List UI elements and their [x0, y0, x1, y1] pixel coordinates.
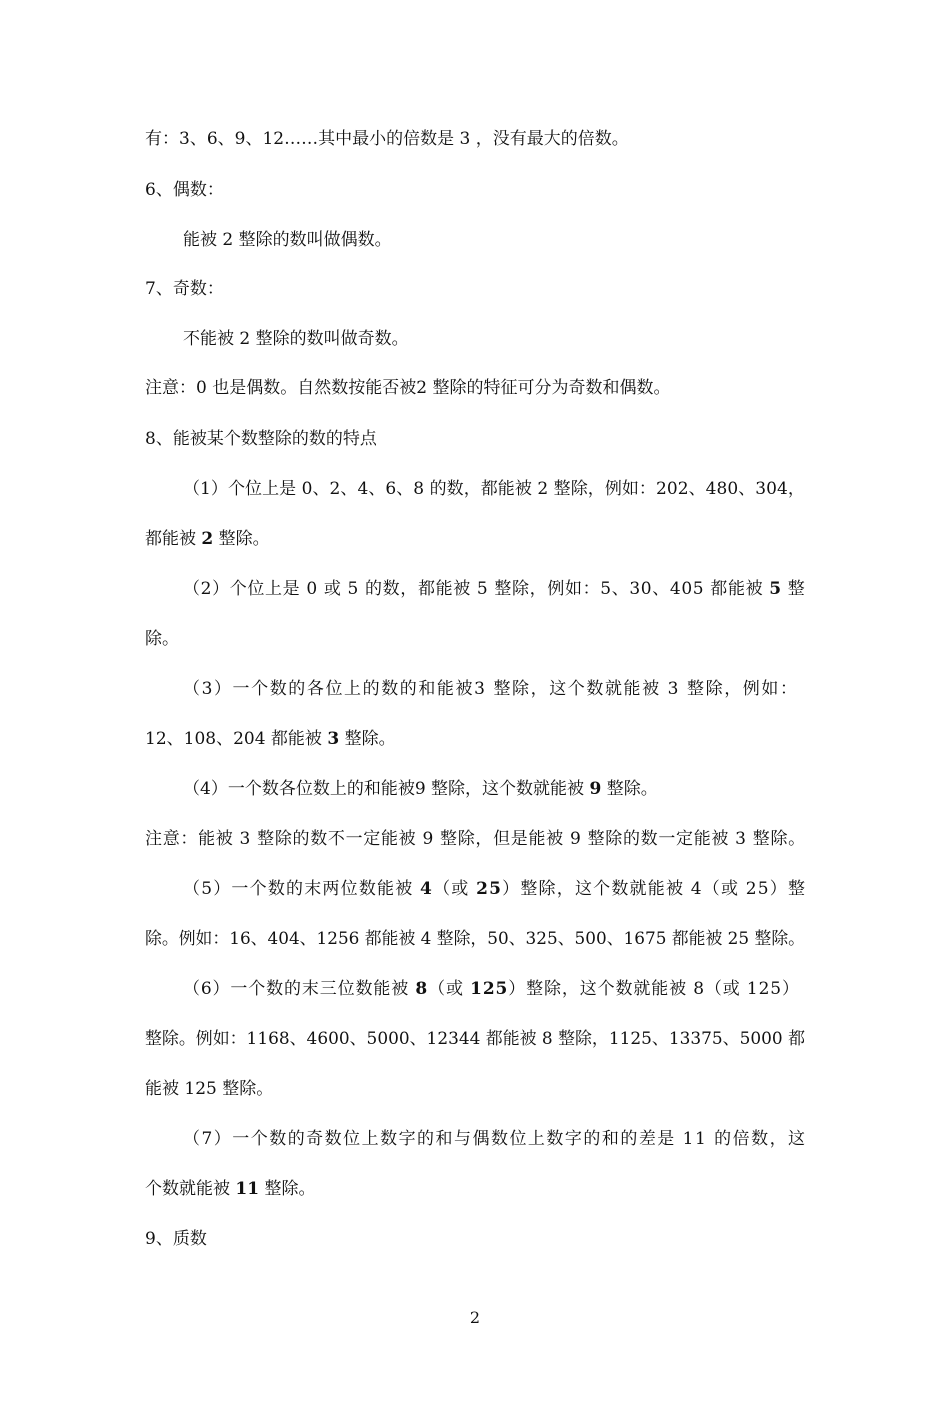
bold-number: 125 — [470, 979, 509, 999]
text-segment: 有：3、6、9、12……其中最小的倍数是 3 ，没有最大的倍数。 — [145, 129, 629, 149]
text-segment: 整除。 — [259, 1179, 316, 1199]
text-segment: 能被 125 整除。 — [145, 1079, 274, 1099]
text-line — [145, 1028, 808, 1050]
text-segment: 12、108、204 都能被 — [145, 729, 328, 749]
text-segment: 注意：能被 3 整除的数不一定能被 9 整除，但是能被 9 整除的数一定能被 3 整除。 — [145, 829, 806, 849]
line-content — [145, 529, 270, 549]
page-number: 2 — [469, 1308, 481, 1327]
text-line — [145, 179, 224, 201]
bold-number: 2 — [201, 529, 214, 549]
text-segment: （7）一个数的奇数位上数字的和与偶数位上数字的和的差是 11 的倍数，这 — [183, 1129, 807, 1149]
text-line — [145, 278, 224, 300]
text-segment: 整除。 — [601, 779, 658, 799]
text-line — [145, 1228, 207, 1250]
line-content — [145, 378, 670, 398]
line-content — [183, 1129, 807, 1149]
bold-number: 11 — [235, 1179, 260, 1199]
text-line — [183, 878, 806, 900]
text-segment: （2）个位上是 0 或 5 的数，都能被 5 整除，例如：5、30、405 都能被 — [183, 579, 770, 599]
text-line — [183, 778, 658, 800]
text-segment: 6、偶数： — [145, 180, 224, 200]
line-content — [183, 779, 658, 799]
text-segment: 能被 2 整除的数叫做偶数。 — [183, 230, 392, 250]
bold-number: 4 — [420, 879, 434, 899]
text-line — [183, 978, 800, 1000]
text-segment: （或 — [433, 879, 477, 899]
text-segment: 整除。 — [213, 529, 270, 549]
text-segment: 除。 — [145, 629, 179, 649]
bold-number: 3 — [327, 729, 340, 749]
text-line — [145, 928, 811, 950]
text-segment: （4）一个数各位数上的和能被9 整除，这个数就能被 — [183, 779, 590, 799]
bold-number: 25 — [476, 879, 503, 899]
line-content — [145, 1179, 315, 1199]
line-content — [145, 429, 377, 449]
text-line — [183, 678, 799, 700]
line-content — [183, 230, 392, 250]
text-segment: （1）个位上是 0、2、4、6、8 的数，都能被 2 整除，例如：202、480、304， — [183, 479, 805, 499]
line-content — [145, 928, 805, 950]
text-segment: 不能被 2 整除的数叫做奇数。 — [183, 329, 409, 349]
line-content — [145, 829, 806, 849]
text-line — [145, 128, 629, 150]
text-line — [183, 478, 805, 500]
line-content — [183, 979, 800, 999]
line-content — [183, 479, 805, 499]
text-line — [145, 528, 270, 550]
text-line — [145, 728, 396, 750]
text-segment: （5）一个数的末两位数能被 — [183, 879, 421, 899]
line-content — [145, 1079, 273, 1099]
text-segment: 8、能被某个数整除的数的特点 — [145, 429, 377, 449]
text-line — [145, 1178, 315, 1200]
text-segment: （或 — [428, 979, 471, 999]
line-content — [183, 579, 805, 599]
bold-number: 8 — [415, 979, 429, 999]
text-segment: （6）一个数的末三位数能被 — [183, 979, 416, 999]
line-content — [183, 679, 799, 699]
text-line — [183, 578, 805, 600]
text-segment: 都能被 — [145, 529, 202, 549]
text-segment: ）整除，这个数就能被 4（或 25）整 — [502, 879, 807, 899]
text-segment: 注意：0 也是偶数。自然数按能否被2 整除的特征可分为奇数和偶数。 — [145, 378, 671, 398]
bold-number: 9 — [589, 779, 602, 799]
text-line — [145, 628, 179, 650]
line-content — [145, 629, 179, 649]
text-segment: 个数就能被 — [145, 1179, 236, 1199]
text-segment: 整除。例如：1168、4600、5000、12344 都能被 8 整除，1125、13375、5000 都 — [145, 1029, 806, 1049]
text-line — [183, 328, 409, 350]
text-segment: 7、奇数： — [145, 279, 224, 299]
text-line — [145, 828, 806, 850]
text-line — [183, 229, 392, 251]
line-content — [145, 1028, 805, 1050]
bold-number: 5 — [769, 579, 782, 599]
text-line — [145, 377, 670, 399]
text-segment: （3）一个数的各位上的数的和能被3 整除，这个数就能被 3 整除，例如： — [183, 679, 799, 699]
text-line — [145, 1078, 273, 1100]
line-content — [183, 329, 409, 349]
line-content — [145, 180, 224, 200]
text-segment: 整除。 — [339, 729, 396, 749]
line-content — [145, 729, 396, 749]
text-segment: 9、质数 — [145, 1229, 207, 1249]
text-segment: 整 — [781, 579, 806, 599]
line-content — [145, 129, 629, 149]
line-content — [145, 1229, 207, 1249]
text-line — [183, 1128, 807, 1150]
text-segment: 除。例如：16、404、1256 都能被 4 整除，50、325、500、1675 都能被 25 整除。 — [145, 929, 806, 949]
line-content — [145, 279, 224, 299]
text-line — [145, 428, 377, 450]
line-content — [183, 879, 806, 899]
text-segment: ）整除，这个数就能被 8（或 125） — [508, 979, 800, 999]
